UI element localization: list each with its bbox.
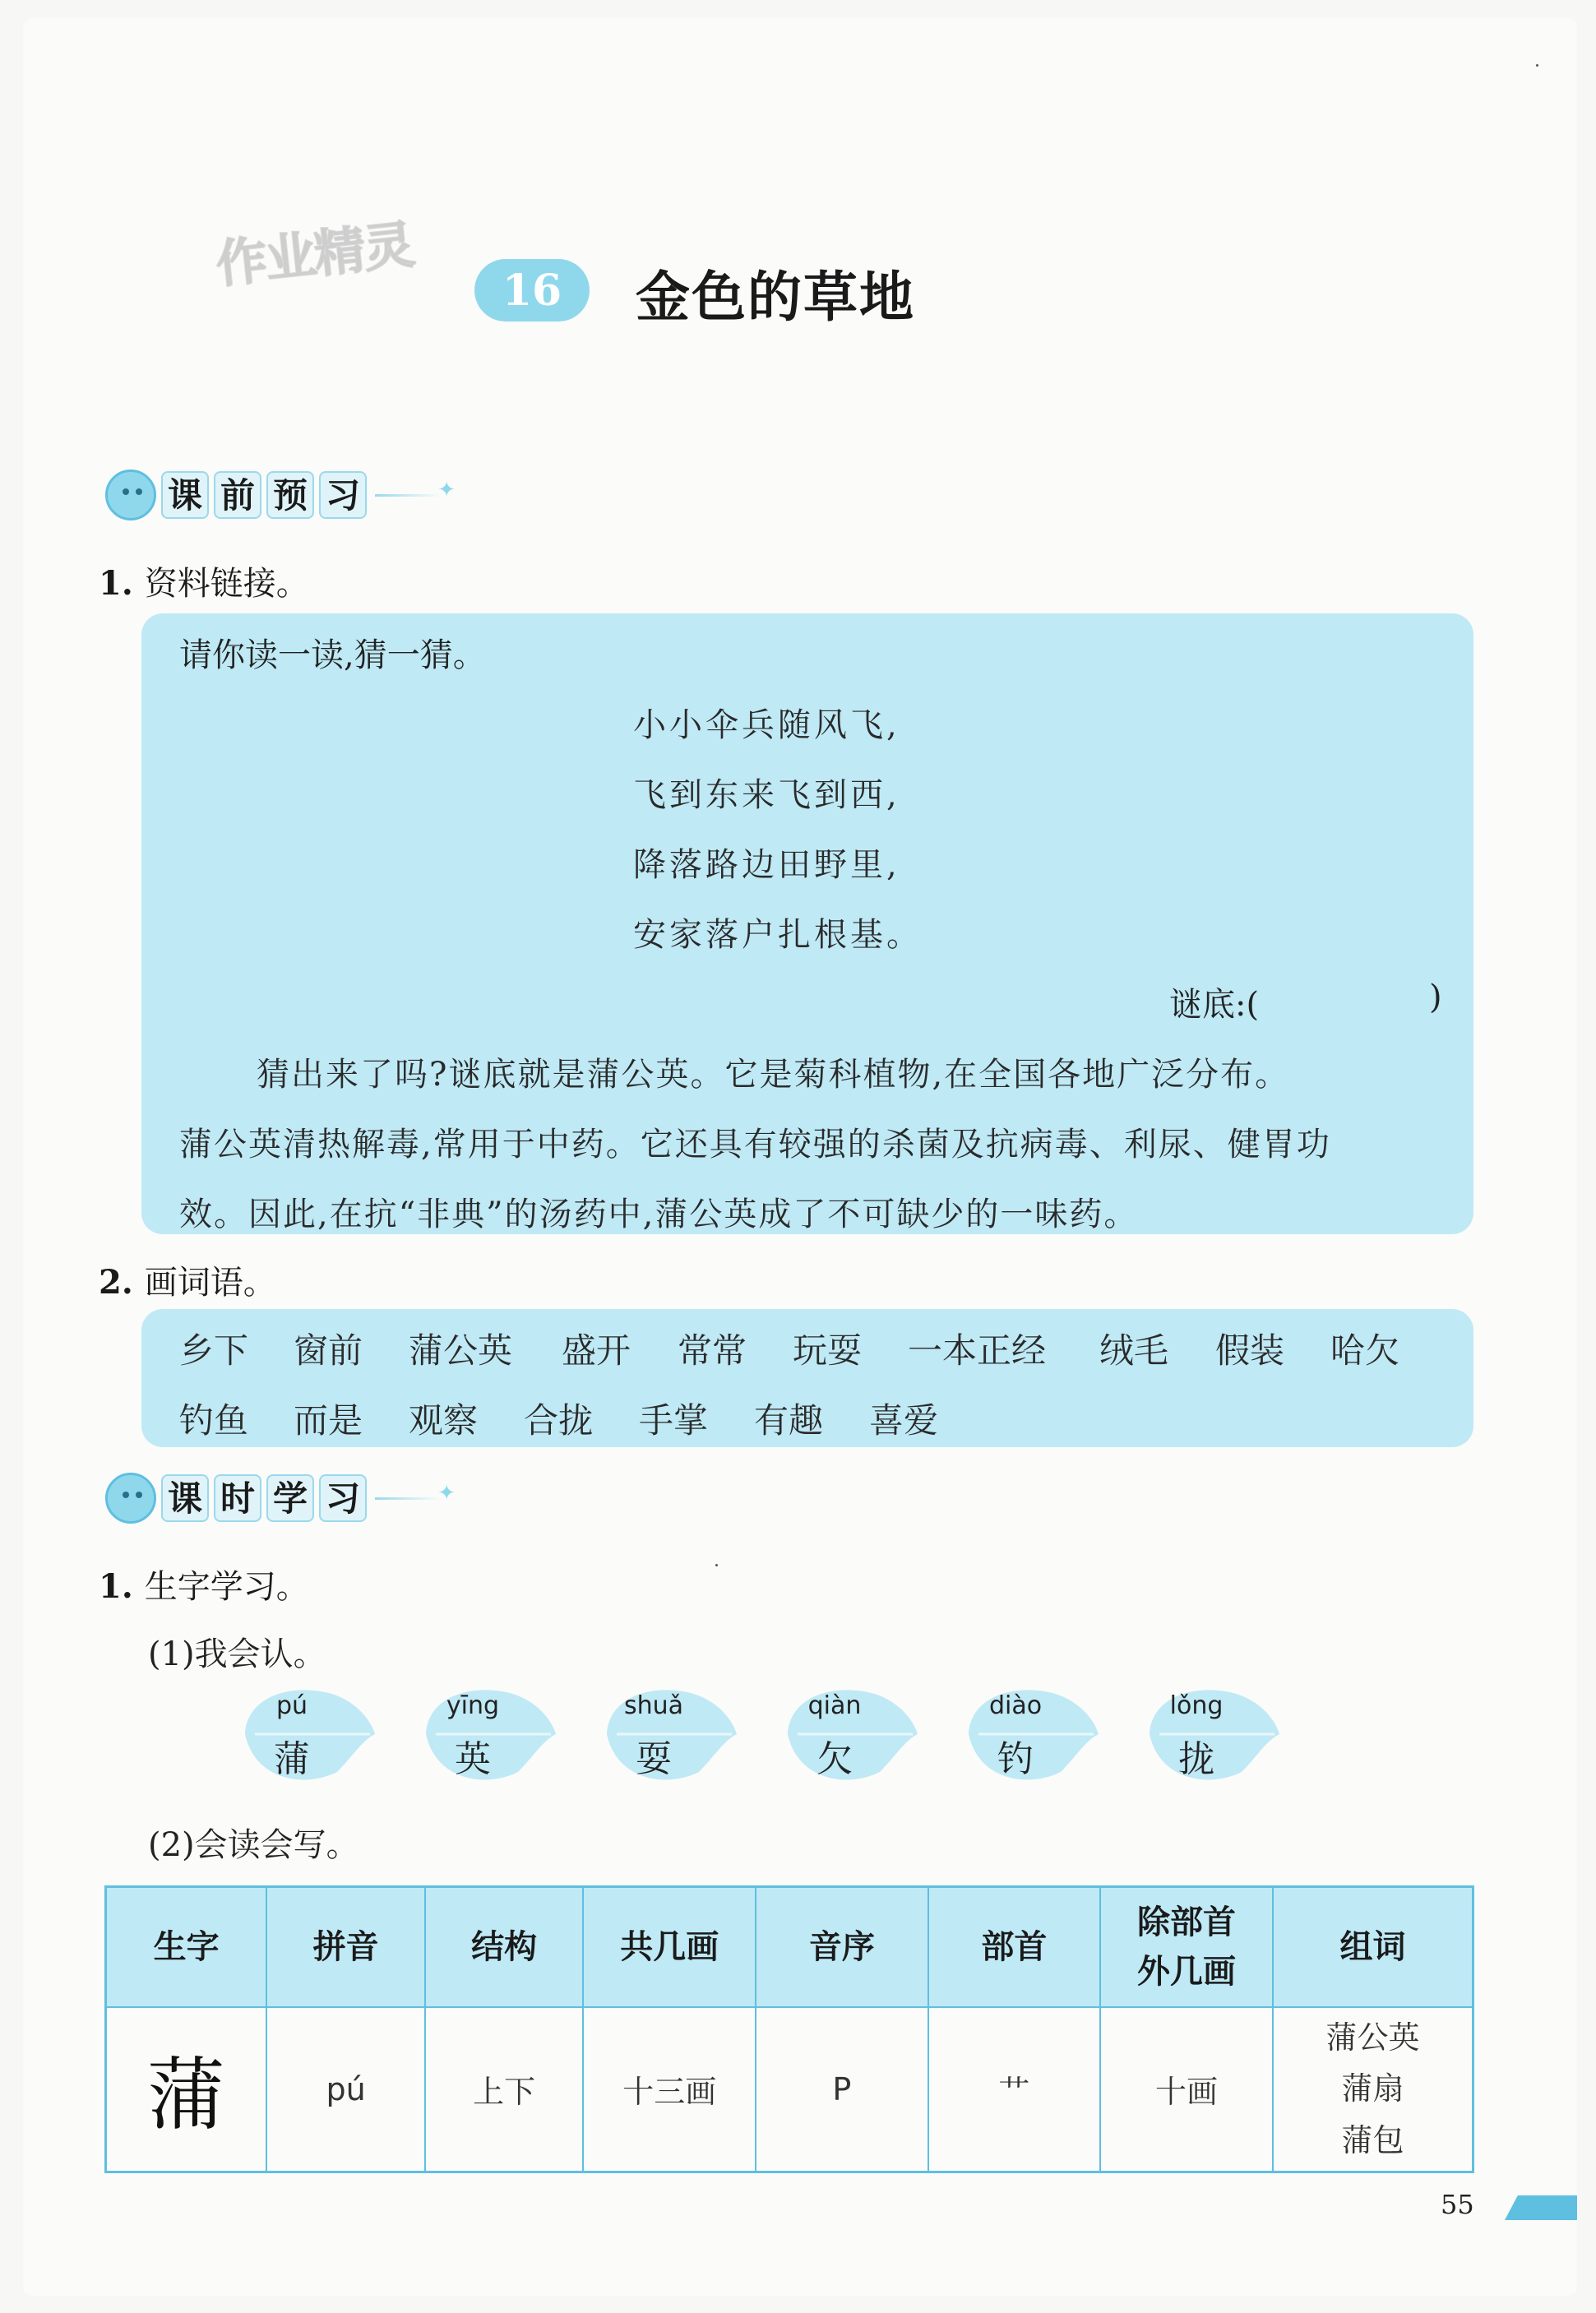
paragraph-line: 效。因此,在抗“非典”的汤药中,蒲公英成了不可缺少的一味药。 (179, 1196, 1139, 1233)
watermark: 作业精灵 (213, 214, 416, 295)
section-char: 前 (214, 471, 261, 519)
question-number: 2. (99, 1263, 133, 1302)
question-2 (99, 1256, 276, 1303)
table-header: 部首 (928, 1887, 1101, 2007)
page-number: 55 (1441, 2189, 1474, 2220)
poem-line: 安家落户扎根基。 (633, 916, 923, 954)
question-number: 1. (99, 564, 133, 603)
table-cell-strokes: 十三画 (583, 2007, 756, 2172)
table-cell-structure: 上下 (425, 2007, 584, 2172)
sub-question-2: (2)会读会写。 (148, 1826, 359, 1864)
question-text: 生字学习。 (144, 1568, 309, 1606)
word-item: 喜爱 (869, 1400, 939, 1441)
section-char: 习 (319, 1474, 367, 1522)
word-item: 钓鱼 (179, 1400, 249, 1441)
poem-line: 降落路边田野里, (633, 846, 900, 884)
table-header-row (106, 1887, 1473, 2007)
question-text: 画词语。 (144, 1264, 276, 1302)
question-1 (99, 557, 309, 604)
answer-close: ) (1429, 978, 1442, 1016)
leaf-pinyin: pú (275, 1691, 308, 1720)
answer-label: 谜底:( (1169, 986, 1260, 1024)
word-item: 蒲扇 (1341, 2070, 1404, 2107)
leaf-char: 耍 (636, 1738, 672, 1780)
table-header: 生字 (106, 1887, 267, 2007)
paragraph-line: 猜出来了吗?谜底就是蒲公英。它是菊科植物,在全国各地广泛分布。 (257, 1056, 1290, 1094)
character-table (104, 1885, 1474, 2173)
table-header: 结构 (425, 1887, 584, 2007)
leaf-char: 欠 (817, 1738, 853, 1780)
leaf-char: 英 (455, 1738, 491, 1780)
leaf-pinyin: qiàn (807, 1691, 862, 1720)
table-cell-initial: P (756, 2007, 928, 2172)
table-header: 除部首外几画 (1100, 1887, 1273, 2007)
mascot-icon (105, 470, 156, 520)
table-header: 拼音 (266, 1887, 425, 2007)
word-item: 玩耍 (793, 1330, 863, 1371)
table-cell-radical: 艹 (928, 2007, 1101, 2172)
leaf-pinyin: lǒng (1169, 1691, 1224, 1720)
section-char: 课 (161, 471, 209, 519)
section-char: 时 (214, 1474, 261, 1522)
table-header: 组词 (1273, 1887, 1473, 2007)
section-char: 预 (266, 471, 314, 519)
section-char: 习 (319, 471, 367, 519)
speck (715, 1564, 718, 1566)
word-item: 蒲包 (1341, 2122, 1404, 2159)
lesson-title: 金色的草地 (636, 266, 915, 329)
table-cell-pinyin: pú (266, 2007, 425, 2172)
word-item: 常常 (678, 1330, 747, 1371)
table-cell-char: 蒲 (106, 2007, 267, 2172)
mascot-icon (105, 1473, 156, 1524)
table-cell-extra-strokes: 十画 (1100, 2007, 1273, 2172)
leaf-pinyin: shuǎ (623, 1691, 684, 1720)
lesson-number-badge: 16 (474, 259, 590, 322)
word-item: 绒毛 (1099, 1330, 1169, 1371)
word-item: 假装 (1215, 1330, 1285, 1371)
leaf-pinyin: diào (988, 1691, 1043, 1720)
leaf-char: 蒲 (274, 1738, 310, 1780)
box-intro: 请你读一读,猜一猜。 (179, 636, 486, 674)
section-char: 学 (266, 1474, 314, 1522)
leaf-pinyin: yīng (446, 1691, 500, 1720)
word-item: 有趣 (754, 1400, 824, 1441)
word-item: 窗前 (294, 1330, 363, 1371)
answer-blank[interactable] (1325, 978, 1441, 1018)
study-question-1 (99, 1561, 309, 1608)
leaf-char: 钓 (997, 1738, 1034, 1780)
word-item: 手掌 (639, 1400, 709, 1441)
word-item: 哈欠 (1330, 1330, 1400, 1371)
leaf-char: 拢 (1178, 1738, 1214, 1780)
word-item: 蒲公英 (409, 1330, 513, 1371)
leaf-card (238, 1682, 377, 1787)
speck (1536, 64, 1538, 67)
word-item: 合拢 (524, 1400, 594, 1441)
word-item: 蒲公英 (1325, 2019, 1420, 2056)
question-text: 资料链接。 (144, 565, 309, 603)
table-row (106, 2007, 1473, 2172)
section-char: 课 (161, 1474, 209, 1522)
sparkle-icon (375, 494, 441, 497)
paragraph-line: 蒲公英清热解毒,常用于中药。它还具有较强的杀菌及抗病毒、利尿、健胃功 (179, 1126, 1331, 1163)
section-study-banner (105, 1465, 441, 1531)
word-item: 乡下 (179, 1330, 249, 1371)
table-cell-words (1273, 2007, 1473, 2172)
word-item: 而是 (294, 1400, 363, 1441)
table-header: 音序 (756, 1887, 928, 2007)
sub-question-1: (1)我会认。 (148, 1635, 326, 1673)
leaf-card (1143, 1682, 1281, 1787)
poem-line: 飞到东来飞到西, (633, 776, 900, 814)
leaf-card (962, 1682, 1100, 1787)
sparkle-icon (375, 1497, 441, 1500)
leaf-card (600, 1682, 738, 1787)
word-item: 观察 (409, 1400, 479, 1441)
word-item: 盛开 (562, 1330, 631, 1371)
question-number: 1. (99, 1567, 133, 1606)
leaf-card (781, 1682, 919, 1787)
word-item: 一本正经 (908, 1330, 1047, 1371)
leaf-card (419, 1682, 557, 1787)
table-header: 共几画 (583, 1887, 756, 2007)
poem-line: 小小伞兵随风飞, (633, 706, 900, 744)
section-preview-banner (105, 462, 441, 528)
